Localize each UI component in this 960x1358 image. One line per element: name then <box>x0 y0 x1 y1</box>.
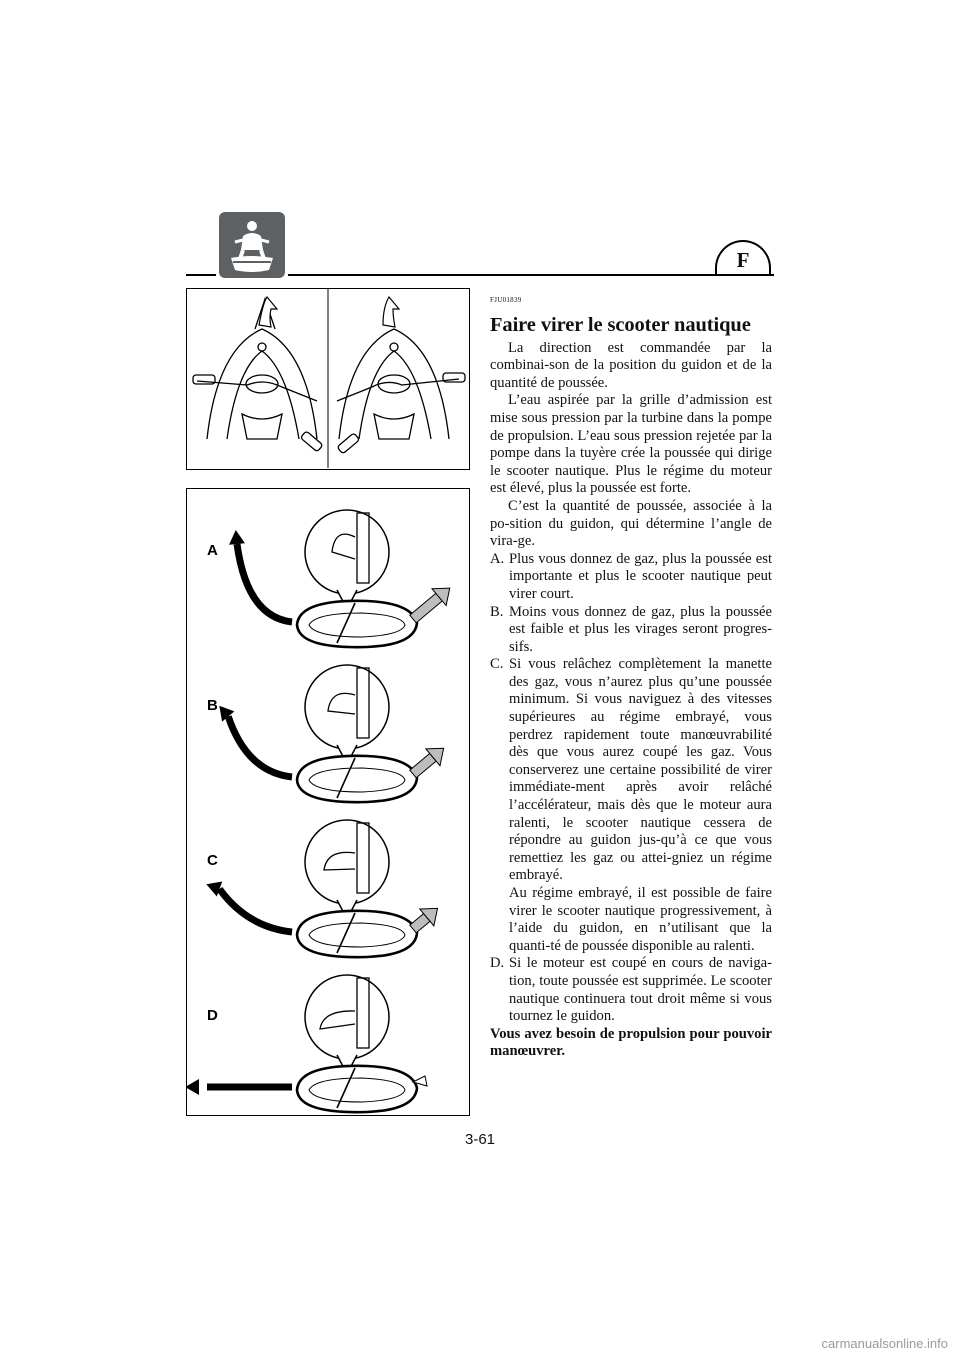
thrust-figure <box>186 488 470 1116</box>
hull-outline <box>297 601 417 647</box>
header-rule-right <box>288 274 774 276</box>
handlebar-figure <box>186 288 470 470</box>
turn-arrow <box>228 717 292 778</box>
thrust-diagram-b <box>207 665 451 802</box>
list-item: D. Si le moteur est coupé en cours de naviga-tion, toute poussée est supprimée. Le scooter nautique continuera tout droit même si vous tournez le guidon. <box>490 955 772 1025</box>
list <box>490 551 772 1026</box>
diagram-label: B <box>207 697 218 714</box>
paragraph: La direction est commandée par la combinai-son de la position du guidon et de la quantité de poussée. <box>490 339 772 391</box>
warning-text: Vous avez besoin de propulsion pour pouvoir manœuvrer. <box>490 1025 772 1060</box>
hull-outline <box>297 1066 417 1112</box>
document-code: FJU01839 <box>490 296 522 304</box>
thrust-diagram-c <box>204 820 445 957</box>
paragraph: L’eau aspirée par la grille d’admission est mise sous pression par la turbine dans la pompe de propulsion. L’eau sous pression rejetée par la pompe dans la tuyère crée la poussée qui dirige le scooter nautique. Plus le régime du moteur est élevé, plus la poussée est forte. <box>490 392 772 497</box>
turn-arrow <box>237 544 292 622</box>
thrust-diagram-d <box>187 975 427 1112</box>
turn-arrow <box>220 889 293 932</box>
hull-outline <box>297 756 417 802</box>
arrow-head <box>228 529 245 544</box>
text-column <box>490 292 772 1061</box>
list-item: A. Plus vous donnez de gaz, plus la poussée est importante et plus le scooter nautique peut virer court. <box>490 550 772 602</box>
list-item: C. Si vous relâchez complètement la manette des gaz, vous n’aurez plus qu’une poussée minimum. Si vous naviguez à des vitesses supérieures au régime embrayé, vous perdrez rapidement toute manœuvrabilité dès que vous aurez coupé les gaz. Vous conserverez une certaine possibilité de virer immédiate-ment après avoir relâché l’accélérateur, mais dès que le moteur aura ralenti, le scooter nautique cessera de répondre au guidon jus-qu’à ce que vous remettiez les gaz ou attei-gniez un régime embrayé. Au régime embrayé, il est possible de faire virer le scooter nautique progressivement, à l’aide du guidon, en n’utilisant que la quanti-té de poussée disponible au ralenti. <box>490 656 772 954</box>
list-item: B. Moins vous donnez de gaz, plus la poussée est faible et plus les virages seront progres-sifs. <box>490 603 772 655</box>
list-subparagraph: Au régime embrayé, il est possible de faire virer le scooter nautique progressivement, à l’aide du guidon, en n’utilisant que la quanti-té de poussée disponible au ralenti. <box>509 885 772 954</box>
hull-outline <box>297 911 417 957</box>
thrust-diagram-a <box>207 510 457 647</box>
diagram-label: A <box>207 542 218 559</box>
jet-ski-rider-icon <box>219 212 285 278</box>
section-title: Faire virer le scooter nautique <box>490 313 751 336</box>
diagram-label: D <box>207 1007 218 1024</box>
diagram-label: C <box>207 852 218 869</box>
paragraph: C’est la quantité de poussée, associée à la po-sition du guidon, qui détermine l’angle de vira-ge. <box>490 497 772 550</box>
language-badge: F <box>715 240 771 274</box>
header-rule-left <box>186 274 216 276</box>
arrow-head <box>187 1079 199 1095</box>
watermark: carmanualsonline.info <box>821 1336 948 1351</box>
page-number: 3-61 <box>464 1131 496 1148</box>
thrust-arrow <box>406 580 457 628</box>
